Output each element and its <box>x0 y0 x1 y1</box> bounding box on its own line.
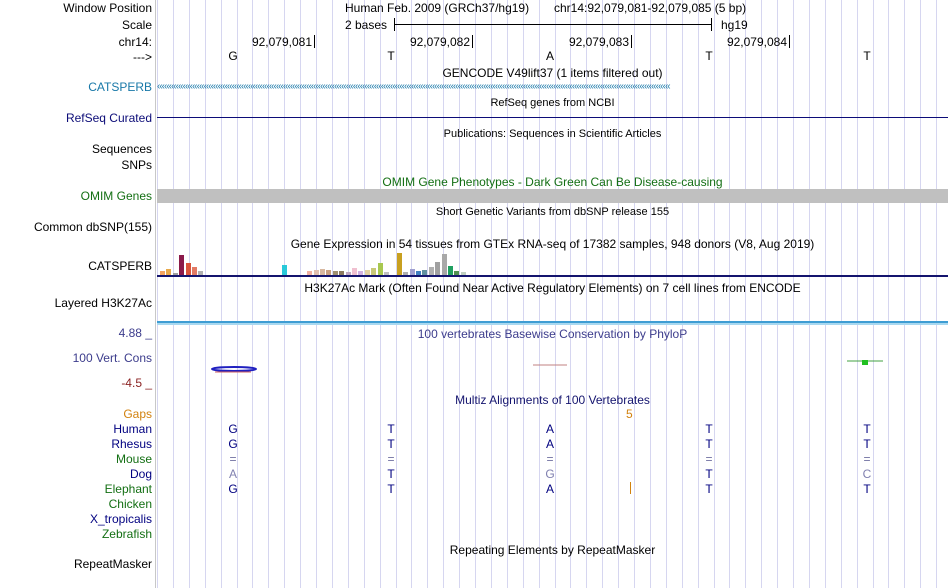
label-species-chicken[interactable]: Chicken <box>108 497 152 511</box>
reference-base: A <box>545 49 554 63</box>
gtex-expression-bars[interactable] <box>160 252 540 275</box>
label-snps[interactable]: SNPs <box>121 158 152 172</box>
alignment-base-human: G <box>228 422 238 436</box>
alignment-base-mouse: = <box>863 452 871 466</box>
ruler-tick-label: 92,079,081 <box>251 35 312 49</box>
gtex-tissue-bar[interactable] <box>192 267 197 275</box>
ruler-tick <box>631 35 632 48</box>
alignment-base-human: T <box>863 422 871 436</box>
gtex-tissue-bar[interactable] <box>371 268 376 275</box>
reference-base: T <box>863 49 871 63</box>
label-omim[interactable]: OMIM Genes <box>80 189 152 203</box>
label-gaps[interactable]: Gaps <box>123 407 152 421</box>
gencode-title: GENCODE V49lift37 (1 items filtered out) <box>442 66 663 80</box>
reference-base: T <box>387 49 395 63</box>
gap-count: 5 <box>626 407 633 421</box>
alignment-base-elephant: T <box>863 482 871 496</box>
cons-mark-5-peak <box>862 360 868 365</box>
refseq-title: RefSeq genes from NCBI <box>490 97 615 109</box>
ruler-tick-label: 92,079,084 <box>726 35 787 49</box>
publications-title: Publications: Sequences in Scientific Articles <box>443 128 662 140</box>
alignment-base-rhesus: T <box>387 437 395 451</box>
alignment-base-dog: T <box>387 467 395 481</box>
alignment-base-mouse: = <box>705 452 713 466</box>
alignment-base-rhesus: T <box>863 437 871 451</box>
ruler-tick <box>789 35 790 48</box>
label-cons[interactable]: 100 Vert. Cons <box>72 351 152 365</box>
ruler-tick <box>314 35 315 48</box>
label-gtex-catsperb[interactable]: CATSPERB <box>88 259 152 273</box>
alignment-base-dog: T <box>705 467 713 481</box>
gtex-tissue-bar[interactable] <box>352 268 357 275</box>
ruler-tick <box>472 35 473 48</box>
alignment-base-mouse: = <box>387 452 395 466</box>
label-repeatmasker[interactable]: RepeatMasker <box>73 557 152 571</box>
scale-label: 2 bases <box>345 18 388 32</box>
gtex-tissue-bar[interactable] <box>186 263 191 275</box>
scale-db: hg19 <box>721 18 748 32</box>
label-cons-min: -4.5 _ <box>121 376 152 390</box>
label-species-elephant[interactable]: Elephant <box>104 482 152 496</box>
omim-title: OMIM Gene Phenotypes - Dark Green Can Be Disease-causing <box>382 175 723 189</box>
alignment-base-mouse: = <box>546 452 554 466</box>
label-species-x_tropicalis[interactable]: X_tropicalis <box>89 512 152 526</box>
alignment-base-dog: C <box>862 467 872 481</box>
alignment-base-mouse: = <box>229 452 237 466</box>
label-gencode-catsperb[interactable]: CATSPERB <box>88 80 152 94</box>
ruler-tick-label: 92,079,082 <box>409 35 470 49</box>
label-species-dog[interactable]: Dog <box>129 467 152 481</box>
gtex-tissue-bar[interactable] <box>435 262 440 275</box>
label-cons-max: 4.88 _ <box>118 326 152 340</box>
multiz-title: Multiz Alignments of 100 Vertebrates <box>455 393 650 407</box>
alignment-base-elephant: T <box>387 482 395 496</box>
alignment-base-elephant: G <box>228 482 238 496</box>
omim-gene-bar[interactable] <box>157 189 948 203</box>
elephant-insertion-mark <box>630 482 631 494</box>
h3k27ac-signal-shadow <box>157 323 948 325</box>
refseq-gene-line[interactable] <box>157 117 948 118</box>
dbsnp-title: Short Genetic Variants from dbSNP release 155 <box>435 206 670 218</box>
label-chrom[interactable]: chr14: <box>118 35 152 49</box>
alignment-base-elephant: T <box>705 482 713 496</box>
reference-base: G <box>228 49 238 63</box>
repeat-title: Repeating Elements by RepeatMasker <box>449 543 656 557</box>
h3k27ac-title: H3K27Ac Mark (Often Found Near Active Regulatory Elements) on 7 cell lines from ENCODE <box>304 281 801 295</box>
assembly-title: Human Feb. 2009 (GRCh37/hg19) <box>345 1 530 15</box>
cons-mark-1 <box>212 367 256 371</box>
position-readout: chr14:92,079,081-92,079,085 (5 bp) <box>554 1 747 15</box>
alignment-base-elephant: A <box>545 482 554 496</box>
gtex-tissue-bar[interactable] <box>442 254 447 275</box>
gtex-tissue-bar[interactable] <box>378 263 383 275</box>
label-window-position[interactable]: Window Position <box>63 1 152 15</box>
label-h3k27ac[interactable]: Layered H3K27Ac <box>54 296 152 310</box>
label-species-rhesus[interactable]: Rhesus <box>111 437 152 451</box>
gencode-gene-arrows[interactable]: ‹‹‹‹‹‹‹‹‹‹‹‹‹‹‹‹‹‹‹‹‹‹‹‹‹‹‹‹‹‹‹‹‹‹‹‹‹‹‹‹‹‹‹‹‹‹‹‹‹‹‹‹‹‹‹‹‹‹‹‹‹‹‹‹‹‹‹‹‹‹‹‹‹‹‹‹‹‹‹‹‹‹‹‹‹‹‹‹‹‹‹‹‹‹‹‹‹‹‹‹‹‹‹‹‹‹‹‹‹‹‹‹‹‹‹‹‹‹‹‹‹‹‹‹‹‹‹‹‹‹‹‹‹‹‹‹‹‹‹‹‹‹‹‹‹‹‹‹‹‹‹‹‹‹‹‹‹‹‹‹‹‹‹‹‹‹‹‹‹‹‹‹‹‹‹‹‹‹‹‹‹‹‹‹‹‹‹‹‹‹‹‹‹‹‹‹‹‹‹‹‹‹‹‹‹‹‹‹‹‹‹‹‹‹‹‹‹‹‹‹ <box>157 81 670 92</box>
alignment-base-rhesus: A <box>545 437 554 451</box>
alignment-base-dog: G <box>545 467 555 481</box>
cons-plot[interactable] <box>155 355 950 380</box>
alignment-base-human: A <box>545 422 554 436</box>
alignment-base-human: T <box>705 422 713 436</box>
label-species-mouse[interactable]: Mouse <box>115 452 152 466</box>
label-sequences[interactable]: Sequences <box>91 142 152 156</box>
gtex-tissue-bar[interactable] <box>397 253 402 275</box>
cons-title: 100 vertebrates Basewise Conservation by PhyloP <box>417 327 688 341</box>
alignment-base-dog: A <box>228 467 237 481</box>
gtex-tissue-bar[interactable] <box>179 255 184 275</box>
label-dbsnp[interactable]: Common dbSNP(155) <box>33 220 152 234</box>
gtex-baseline <box>157 275 948 277</box>
gtex-tissue-bar[interactable] <box>282 265 287 275</box>
scale-bar-right <box>711 18 712 31</box>
alignment-base-rhesus: T <box>705 437 713 451</box>
reference-base: T <box>705 49 713 63</box>
label-scale[interactable]: Scale <box>121 18 152 32</box>
label-refseq[interactable]: RefSeq Curated <box>65 111 152 125</box>
alignment-base-rhesus: G <box>228 437 238 451</box>
gtex-tissue-bar[interactable] <box>448 266 453 275</box>
label-species-human[interactable]: Human <box>113 422 152 436</box>
gtex-title: Gene Expression in 54 tissues from GTEx RNA-seq of 17382 samples, 948 donors (V8, Aug 2019) <box>290 237 815 251</box>
gtex-tissue-bar[interactable] <box>429 267 434 275</box>
scale-bar <box>394 24 712 25</box>
ruler-tick-label: 92,079,083 <box>568 35 629 49</box>
label-strand-arrow[interactable]: ---> <box>133 50 152 64</box>
alignment-base-human: T <box>387 422 395 436</box>
label-species-zebrafish[interactable]: Zebrafish <box>101 527 152 541</box>
